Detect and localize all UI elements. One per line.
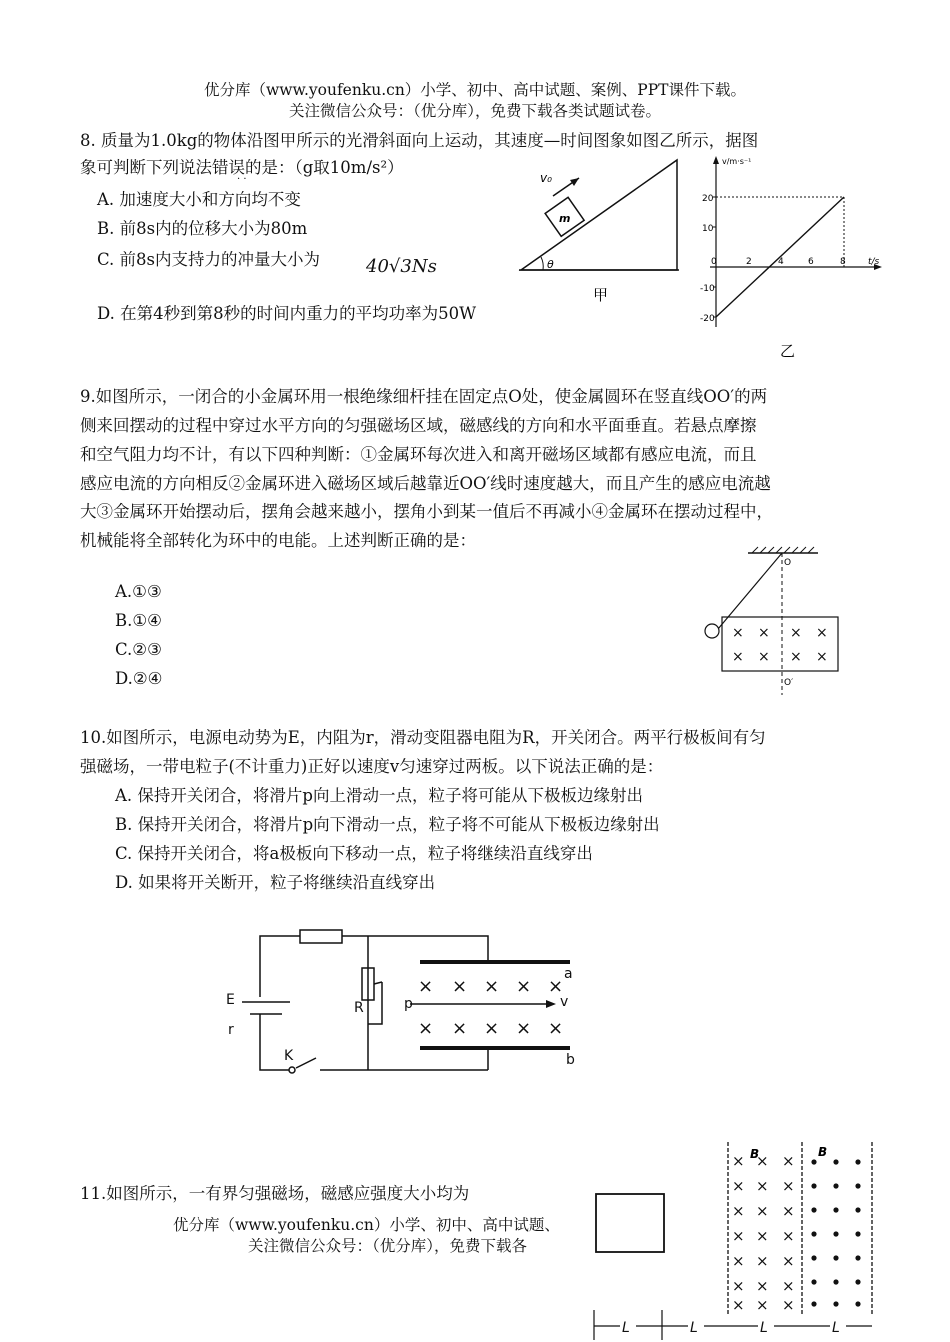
y-tick: -10 [700, 284, 715, 294]
q10-line-2: 强磁场，一带电粒子(不计重力)正好以速度v匀速穿过两板。以下说法正确的是： [80, 757, 664, 776]
q9-line-2: 侧来回摆动的过程中穿过水平方向的匀强磁场区域，磁感线的方向和水平面垂直。若悬点摩擦 [80, 416, 757, 435]
y-tick: 10 [702, 224, 714, 234]
label-L: L [690, 1320, 698, 1336]
q9-option-d: D.②④ [115, 669, 163, 688]
svg-text:×: × [782, 1296, 795, 1314]
fig-caption-jia: 甲 [593, 286, 609, 304]
y-tick: 20 [702, 194, 714, 204]
svg-text:×: × [732, 1277, 745, 1295]
x-tick: 4 [778, 257, 784, 267]
q9-line-6: 机械能将全部转化为环中的电能。上述判断正确的是： [80, 531, 476, 550]
x-tick: 2 [746, 257, 752, 267]
x-tick-labels [711, 257, 846, 267]
svg-text:×: × [790, 625, 802, 641]
point-O-prime-label: O′ [784, 678, 794, 688]
mass-label: m [559, 212, 571, 225]
svg-text:×: × [756, 1277, 769, 1295]
footer-line-2: 关注微信公众号：（优分库），免费下载各 [248, 1237, 528, 1255]
q11-field-figure [590, 1140, 890, 1342]
x-tick: 6 [808, 257, 814, 267]
svg-text:×: × [758, 649, 770, 665]
svg-text:×: × [732, 1177, 745, 1195]
svg-text:×: × [790, 649, 802, 665]
svg-text:×: × [732, 1152, 745, 1170]
field-crosses [732, 625, 828, 665]
q10-circuit-figure [220, 922, 590, 1082]
q9-option-c: C.②③ [115, 640, 162, 659]
label-b: b [566, 1052, 575, 1068]
resistor [300, 930, 342, 943]
svg-text:×: × [756, 1252, 769, 1270]
wire [342, 936, 488, 962]
plate-b [420, 1046, 570, 1050]
field-crosses [418, 976, 563, 1039]
x-tick: 8 [840, 257, 846, 267]
svg-text:×: × [418, 1018, 434, 1039]
q8-option-c-formula: 40√3Ns [366, 256, 437, 277]
q9-line-3: 和空气阻力均不计，有以下四种判断：①金属环每次进入和离开磁场区域都有感应电流，而且 [80, 445, 757, 464]
svg-text:×: × [732, 1202, 745, 1220]
q10-option-c: C. 保持开关闭合，将a极板向下移动一点，粒子将继续沿直线穿出 [115, 844, 593, 863]
q8-incline-figure [515, 158, 685, 308]
label-L: L [622, 1320, 630, 1336]
svg-text:×: × [782, 1277, 795, 1295]
q8-vt-graph [700, 152, 885, 362]
q10-option-a: A. 保持开关闭合，将滑片p向上滑动一点，粒子将可能从下极板边缘射出 [115, 786, 643, 805]
svg-text:×: × [732, 625, 744, 641]
theta-label: θ [547, 258, 554, 271]
q11-line-1: 11.如图所示，一有界匀强磁场，磁感应强度大小均为 [80, 1184, 470, 1203]
label-a: a [564, 966, 573, 982]
metal-ring [705, 624, 719, 638]
emphasis-dots: · · [237, 174, 247, 185]
v0-label: v₀ [540, 171, 552, 185]
svg-text:×: × [756, 1202, 769, 1220]
svg-text:×: × [484, 976, 500, 997]
svg-text:×: × [516, 1018, 532, 1039]
q10-line-1: 10.如图所示，电源电动势为E，内阻为r，滑动变阻器电阻为R，开关闭合。两平行极板间有匀 [80, 728, 766, 747]
x-tick: 0 [711, 257, 717, 267]
q9-pendulum-figure [700, 545, 845, 695]
field-crosses [732, 1152, 795, 1314]
q10-option-b: B. 保持开关闭合，将滑片p向下滑动一点，粒子将不可能从下极板边缘射出 [115, 815, 660, 834]
label-L: L [832, 1320, 840, 1336]
q8-stem-line-1: 8. 质量为1.0kg的物体沿图甲所示的光滑斜面向上运动，其速度—时间图象如图乙所示，据图 [80, 131, 759, 150]
svg-text:×: × [484, 1018, 500, 1039]
q9-line-5: 大③金属环开始摆动后，摆角会越来越小，摆角小到某一值后不再减小④金属环在摆动过程中， [80, 502, 773, 521]
switch-K [296, 1058, 316, 1068]
label-r: r [228, 1022, 234, 1038]
label-K: K [284, 1048, 294, 1064]
svg-text:×: × [782, 1152, 795, 1170]
svg-text:×: × [732, 1296, 745, 1314]
slider-wire [368, 982, 382, 1024]
switch-contact [289, 1067, 295, 1073]
q9-option-a: A.①③ [115, 582, 162, 601]
q8-option-d: D. 在第4秒到第8秒的时间内重力的平均功率为50W [97, 304, 477, 323]
q8-option-c: C. 前8s内支持力的冲量大小为 [97, 250, 320, 269]
y-tick: -20 [700, 314, 715, 324]
label-v: v [560, 994, 569, 1010]
y-axis-label: v/m·s⁻¹ [722, 157, 752, 166]
label-B-right: B [818, 1145, 828, 1159]
svg-text:×: × [816, 625, 828, 641]
svg-text:×: × [452, 976, 468, 997]
svg-text:×: × [756, 1227, 769, 1245]
q8-stem-line-2: 象可判断下列说法错误的是：（g取10m/s²） [80, 158, 404, 177]
q8-option-a: A. 加速度大小和方向均不变 [97, 190, 301, 209]
svg-text:×: × [732, 649, 744, 665]
square-loop [596, 1194, 664, 1252]
fig-caption-yi: 乙 [780, 342, 796, 360]
x-axis-label: t/s [868, 257, 880, 267]
wire [260, 936, 300, 997]
svg-text:×: × [782, 1252, 795, 1270]
svg-text:×: × [756, 1152, 769, 1170]
svg-text:×: × [732, 1227, 745, 1245]
label-L: L [760, 1320, 768, 1336]
svg-text:×: × [452, 1018, 468, 1039]
svg-text:×: × [418, 976, 434, 997]
label-B-left: B [750, 1147, 760, 1161]
label-p: p [404, 996, 413, 1012]
svg-text:×: × [782, 1227, 795, 1245]
svg-text:×: × [756, 1177, 769, 1195]
header-line-1: 优分库（www.youfenku.cn）小学、初中、高中试题、案例、PPT课件下载。 [203, 81, 747, 99]
footer-line-1: 优分库（www.youfenku.cn）小学、初中、高中试题、 [173, 1216, 560, 1234]
svg-text:×: × [816, 649, 828, 665]
header-line-2: 关注微信公众号：（优分库），免费下载各类试题试卷。 [288, 102, 661, 120]
boundaries [728, 1142, 872, 1314]
svg-text:×: × [756, 1296, 769, 1314]
svg-text:×: × [782, 1177, 795, 1195]
q9-option-b: B.①④ [115, 611, 162, 630]
q10-option-d: D. 如果将开关断开，粒子将继续沿直线穿出 [115, 873, 436, 892]
q8-option-b: B. 前8s内的位移大小为80m [97, 219, 308, 238]
point-O-label: O [784, 558, 792, 568]
q9-line-4: 感应电流的方向相反②金属环进入磁场区域后越靠近OO′线时速度越大，而且产生的感应电流越 [80, 474, 771, 493]
angle-arc [541, 257, 543, 270]
q9-line-1: 9.如图所示，一闭合的小金属环用一根绝缘细杆挂在固定点O处，使金属圆环在竖直线OO′的两 [80, 387, 768, 406]
svg-text:×: × [548, 1018, 564, 1039]
field-dots [811, 1159, 860, 1306]
svg-text:×: × [548, 976, 564, 997]
plate-a [420, 960, 570, 964]
svg-text:×: × [732, 1252, 745, 1270]
label-R: R [354, 1000, 364, 1016]
slider-arrow [374, 982, 382, 984]
svg-text:×: × [782, 1202, 795, 1220]
label-E: E [226, 992, 235, 1008]
svg-text:×: × [758, 625, 770, 641]
svg-text:×: × [516, 976, 532, 997]
